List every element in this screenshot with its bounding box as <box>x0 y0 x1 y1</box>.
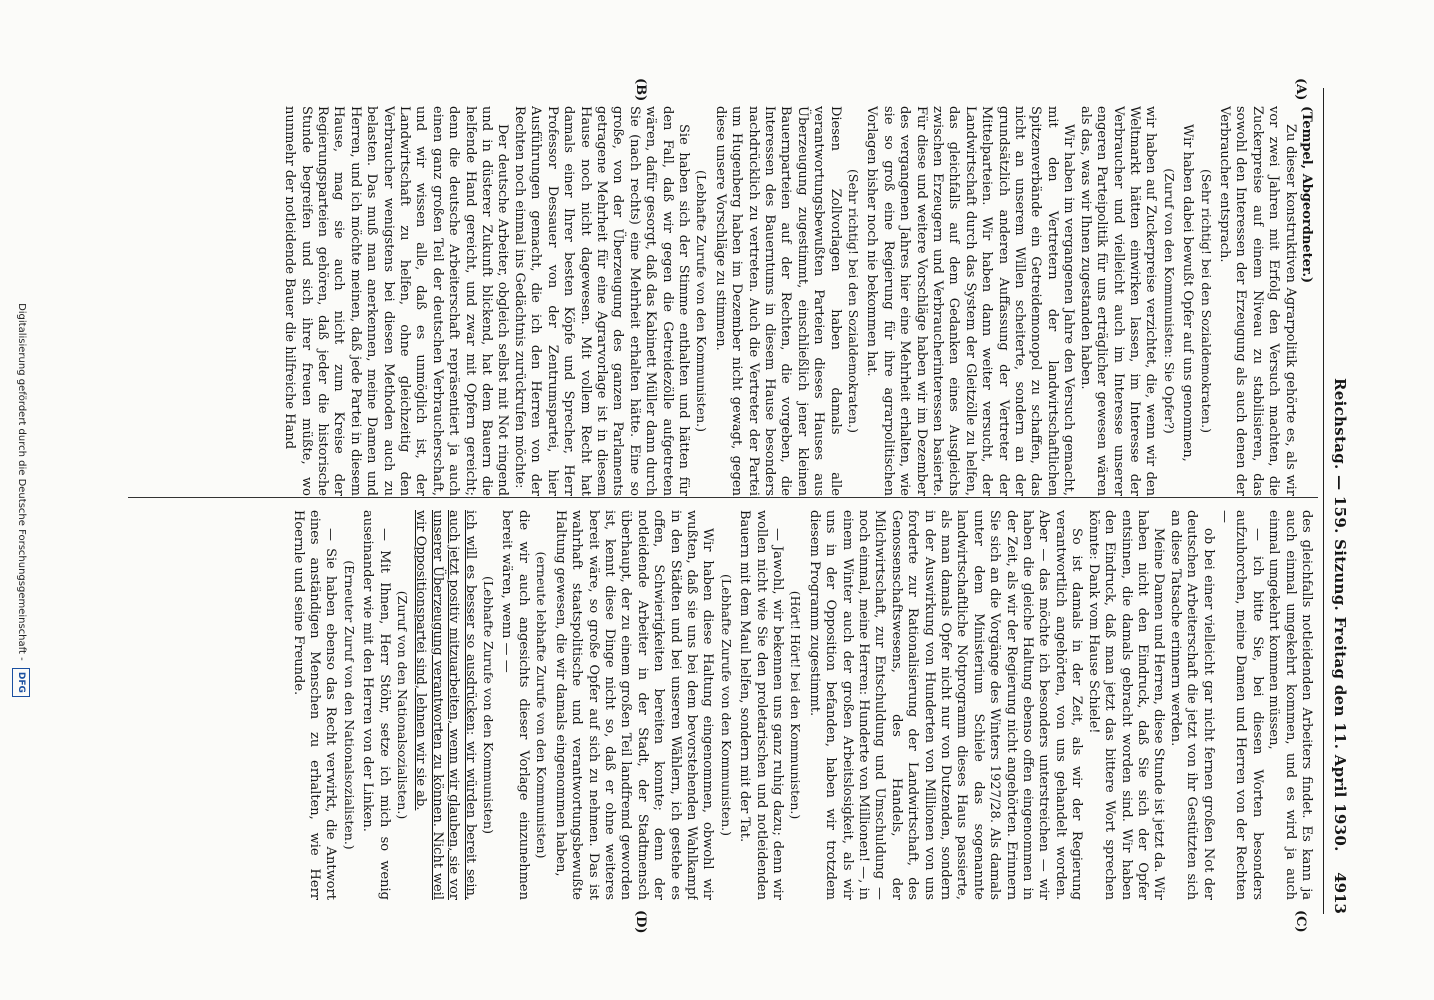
column-divider <box>128 497 1318 498</box>
margin-marker-c: (C) <box>1293 910 1308 933</box>
paragraph: — Mit Ihnen, Herr Stöhr, setze ich mich so wenig auseinander wie mit den Herren von der Linken. <box>360 510 392 900</box>
interjection: (Sehr richtig! bei den Sozialdemokraten.) <box>846 169 862 433</box>
interjection: (Zuruf von den Nationalsozialisten.) <box>395 590 411 820</box>
credit-text: Digitalisierung gefördert durch die Deutsche Forschungsgemeinschaft - <box>16 303 27 661</box>
paragraph: Wir haben im vergangenen Jahre den Versuch gemacht, mit den Vertretern der landwirtschaftlichen Spitzenverbände ein Getreidemonopol zu schaffen, das nicht an unserem Willen scheiterte, sondern an der grundsätzlich anderen Auffassung der Vertreter der Mittelparteien. Wir haben dann weiter versucht, der Landwirtschaft durch das System der Gleitzölle zu helfen, das gleichfalls auf dem Gedanken eines Ausgleichs zwischen Erzeugern und Verbraucherinteressen basierte. Für diese und weitere Vorschläge haben wir im Dezember des vergangenen Jahres hier eine Mehrheit erhalten, wie sie so groß eine Regierung für ihre agrarpolitischen Vorlagen bisher noch nie bekommen hat. <box>864 106 1077 496</box>
paragraph: So ist damals in der Zeit, als wir der Regierung verantwortlich angehörten, von uns gehandelt worden. Aber — das möchte ich besonders unterstreichen — wir haben die gleiche Haltung ebenso offen eingenommen in der Zeit, als wir der Regierung nicht angehörten. Erinnern Sie sich an die Vorgänge des Winters 1927/28. Als damals unter dem Ministerium Schiele das sogenannte landwirtschaftliche Notprogramm dieses Haus passierte, als man damals Opfer nicht nur von Dutzenden, sondern in der Auswirkung von Hunderten von Millionen von uns forderte zur Rationalisierung der Landwirtschaft, des Genossenschaftswesens, des Handels, der Milchwirtschaft, zur Entschuldung und Umschuldung — noch einmal, meine Herren: Hunderte von Millionen! —, in einem Winter auch der großen Arbeitslosigkeit, als wir uns in der Opposition befanden, haben wir trotzdem diesem Programm zugestimmt. <box>806 510 1085 900</box>
right-column <box>124 510 1314 900</box>
interjection: (Lebhafte Zurufe von den Kommunisten.) <box>694 170 710 432</box>
paragraph: Meine Damen und Herren, diese Stunde ist jetzt da. Wir haben nicht den Eindruck, daß Sie sich der Opfer entsinnen, die damals gebracht worden sind. Wir haben den Eindruck, daß man jetzt das bittere Wort sprechen könnte: Dank vom Hause Schiele! <box>1085 510 1167 900</box>
paragraph: Wir haben diese Haltung eingenommen, obwohl wir wußten, daß sie uns bei dem bevorstehenden Wahlkampf in den Städten und bei unseren Wählern, ich gestehe es offen, Schwierigkeiten bereiten konnte; denn der notleidende Arbeiter in der Stadt, der Stadtmensch überhaupt, der zu einem großen Teil landfremd geworden ist, kennt diese Dinge nicht so, daß er ohne weiteres bereit wäre, so große Opfer auf sich zu nehmen. Das ist wahrhaft staatspolitische und verantwortungsbewußte Haltung gewesen, die wir damals eingenommen haben, <box>552 510 716 900</box>
paragraph: Zu dieser konstruktiven Agrarpolitik gehörte es, als wir vor zwei Jahren mit Erfolg den Versuch machten, die Zuckerpreise auf einem Niveau zu stabilisieren, das sowohl den Interessen der Erzeugung als auch denen der Verbraucher entsprach. <box>1216 106 1298 496</box>
digitization-credit <box>12 0 30 1000</box>
interjection: (Zuruf von den Kommunisten: Sie Opfer?) <box>1161 168 1177 434</box>
quotation: Der deutsche Arbeiter, obgleich selbst mit Not ringend und in düsterer Zukunft blickend, hat dem Bauern die helfende Hand gereicht, und zwar mit Opfern gereicht; denn die deutsche Arbeiterschaft repräsentiert ja auch einen ganz großen Teil der deutschen Verbraucherschaft, und wir wissen alle, daß es unmöglich ist, der Landwirtschaft zu helfen, ohne gleichzeitig den Verbraucher wenigstens bei diesen Methoden auch zu belasten. Das muß man anerkennen, meine Damen und Herren, und ich möchte meinen, daß jede Partei in diesem Hause, mag sie auch nicht zum Kreise der Regierungsparteien gehören, daß jeder die historische Stunde begreifen und sich ihrer freuen müßte, wo nunmehr der notleidende Bauer die hilfreiche Hand <box>282 106 511 496</box>
paragraph: Diesen Zollvorlagen haben damals alle verantwortungsbewußten Parteien dieses Hauses aus Überzeugung zugestimmt, einschließlich jener kleinen Bauernparteien auf der Rechten, die vorgeben, die Interessen des Bauerntums in diesem Hause besonders nachdrücklich zu vertreten. Auch die Vertreter der Partei um Hugenberg haben im Dezember nicht gewagt, gegen diese unsere Vorschläge zu stimmen. <box>712 106 843 496</box>
page-number: 4913 <box>1331 872 1349 914</box>
interjection: (erneute lebhafte Zurufe von den Kommunisten) <box>534 551 550 859</box>
paragraph: des gleichfalls notleidenden Arbeiters findet. Es kann ja auch einmal umgekehrt kommen, und es wird ja auch einmal umgekehrt kommen müssen, <box>1266 510 1314 900</box>
interjection: (Erneuter Zuruf von den Nationalsozialisten.) <box>341 560 357 850</box>
paragraph: — Jawohl, wir bekennen uns ganz ruhig dazu; denn wir wollen nicht wie Sie den proletarischen und notleidenden Bauern mit dem Maul helfen, sondern mit der Tat. <box>737 510 785 900</box>
margin-marker-b: (B) <box>633 78 648 102</box>
paragraph: die wir auch angesichts dieser Vorlage einzunehmen bereit wären, wenn — — <box>499 510 531 900</box>
interjection: (Sehr richtig! bei den Sozialdemokraten.) <box>1198 169 1214 433</box>
interjection: (Lebhafte Zurufe von den Kommunisten.) <box>718 574 734 836</box>
paragraph: wir haben auf Zuckerpreise verzichtet, die, wenn wir den Weltmarkt hätten einwirken lassen, im Interesse der Verbraucher und vielleicht auch im Interesse unserer engeren Parteipolitik für uns erträglicher gewesen wären als das, was wir Ihnen zugestanden haben. <box>1077 106 1159 496</box>
paragraph: Wir haben dabei bewußt Opfer auf uns genommen, <box>1180 124 1196 462</box>
interjection: (Lebhafte Zurufe von den Kommunisten) <box>481 576 497 834</box>
page-title: Reichstag. — 159. Sitzung. Freitag den 11. April 1930. <box>1331 378 1349 852</box>
left-column <box>124 106 1314 496</box>
speaker-line: (Tempel, Abgeordneter.) <box>1299 106 1314 284</box>
paragraph: — ich bitte Sie, bei diesen Worten besonders aufzuhorchen, meine Damen und Herren von der Rechten — <box>1216 510 1265 900</box>
running-header <box>1330 88 1348 914</box>
dfg-logo-icon: DFG <box>12 668 30 697</box>
margin-marker-a: (A) <box>1293 78 1308 101</box>
interjection: (Hört! Hört! bei den Kommunisten.) <box>788 590 804 820</box>
paragraph: — Sie haben ebenso das Recht verwirkt, die Antwort eines anständigen Menschen zu erhalten, wie Herr Hoernle und seine Freunde. <box>290 510 339 900</box>
header-rule <box>1323 88 1324 914</box>
paragraph: Sie haben sich der Stimme enthalten und hätten für den Fall, daß wir gegen die Getreidezölle aufgetreten wären, dafür gesorgt, daß das Kabinett Müller dann durch Sie (nach rechts) eine Mehrheit erhalten hätte. Eine so große, von der Überzeugung des ganzen Parlaments getragene Mehrheit für eine Agrarvorlage ist in diesem Hause noch nicht dagewesen. Mit vollem Recht hat damals einer Ihrer besten Köpfe und Sprecher, Herr Professor Dessauer von der Zentrumspartei, hier Ausführungen gemacht, die ich den Herren von der Rechten noch einmal ins Gedächtnis zurückrufen möchte: <box>511 106 691 496</box>
margin-marker-d: (D) <box>633 910 648 934</box>
quotation: ob bei einer vielleicht gar nicht fernen großen Not der deutschen Arbeiterschaft die jetzt von ihr Gestützten sich an diese Tatsache erinnern werden. <box>1167 510 1216 900</box>
paragraph-underlined: ich will es besser so ausdrücken: wir würden bereit sein, auch jetzt positiv mitzuarbeiten, wenn wir glauben, sie vor unserer Überzeugung verantworten zu können. Nicht weil wir Oppositionspartei sind, lehnen wir sie ab. <box>413 510 478 900</box>
